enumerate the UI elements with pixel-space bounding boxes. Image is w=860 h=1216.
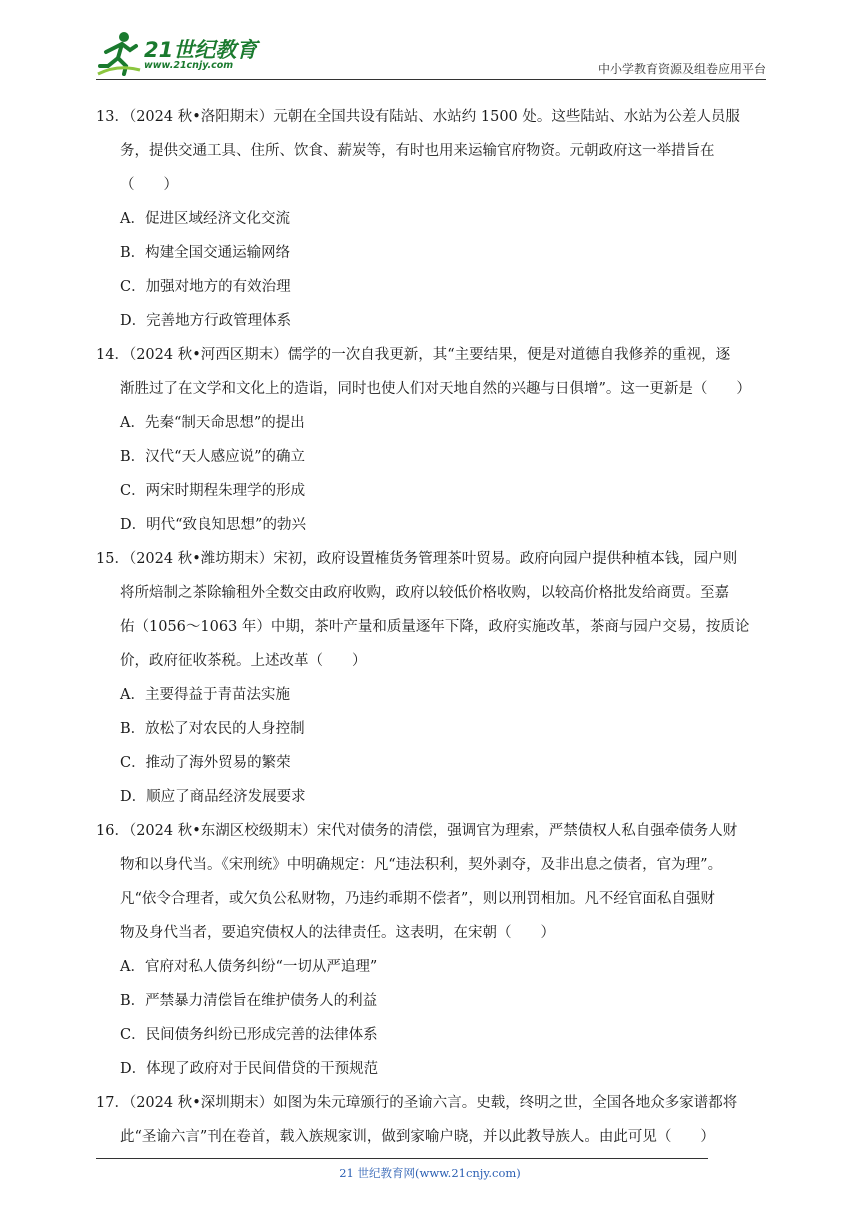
question-stem-line: 佑（1056～1063 年）中期，茶叶产量和质量逐年下降，政府实施改革，茶商与园户交易，按质论 [120, 619, 750, 635]
question-stem-line: 此“圣谕六言”刊在卷首，载入族规家训，做到家喻户晓，并以此教导族人。由此可见（ ） [120, 1129, 715, 1145]
option-d: D．明代“致良知思想”的勃兴 [120, 517, 306, 533]
option-c: C．推动了海外贸易的繁荣 [120, 755, 291, 771]
question-stem-line: 15．（2024 秋•潍坊期末）宋初，政府设置榷货务管理茶叶贸易。政府向园户提供种植本钱，园户则 [96, 551, 738, 567]
option-d: D．顺应了商品经济发展要求 [120, 789, 306, 805]
footer-link[interactable]: 21 世纪教育网(www.21cnjy.com) [339, 1166, 521, 1180]
option-c: C．民间债务纠纷已形成完善的法律体系 [120, 1027, 378, 1043]
question-list [96, 100, 768, 1154]
footer-divider [96, 1158, 708, 1159]
site-logo[interactable] [96, 30, 276, 76]
question-stem-line: 务，提供交通工具、住所、饮食、薪炭等，有时也用来运输官府物资。元朝政府这一举措旨在 [120, 143, 715, 159]
option-a: A．主要得益于青苗法实施 [120, 687, 290, 703]
question-stem-line: 物及身代当者，要追究债权人的法律责任。这表明，在宋朝（ ） [120, 925, 555, 941]
question-stem-line: 16．（2024 秋•东湖区校级期末）宋代对债务的清偿，强调官为理索，严禁债权人私自强牵债务人财 [96, 823, 738, 839]
page-header [96, 30, 766, 80]
logo-url: www.21cnjy.com [144, 60, 234, 71]
question-stem-line: 凡“依令合理者，或欠负公私财物，乃违约乖期不偿者”，则以刑罚相加。凡不经官面私自强财 [120, 891, 715, 907]
question-stem-line: 17．（2024 秋•深圳期末）如图为朱元璋颁行的圣谕六言。史载，终明之世，全国各地众多家谱都将 [96, 1095, 738, 1111]
option-a: A．先秦“制天命思想”的提出 [120, 415, 305, 431]
option-d: D．体现了政府对于民间借贷的干预规范 [120, 1061, 379, 1077]
header-divider [96, 79, 766, 80]
question-16 [96, 814, 768, 1086]
question-15 [96, 542, 768, 814]
option-a: A．促进区域经济文化交流 [120, 211, 290, 227]
question-13 [96, 100, 768, 338]
question-stem-line: 渐胜过了在文学和文化上的造诣，同时也使人们对天地自然的兴趣与日俱增”。这一更新是（ ） [120, 381, 751, 397]
option-d: D．完善地方行政管理体系 [120, 313, 292, 329]
option-b: B．汉代“天人感应说”的确立 [120, 449, 305, 465]
question-stem-line: 14．（2024 秋•河西区期末）儒学的一次自我更新，其“主要结果，便是对道德自我修养的重视，逐 [96, 347, 731, 363]
question-stem-line: 价，政府征收茶税。上述改革（ ） [120, 653, 367, 669]
question-stem-line: 13．（2024 秋•洛阳期末）元朝在全国共设有陆站、水站约 1500 处。这些陆站、水站为公差人员服 [96, 109, 740, 125]
option-b: B．构建全国交通运输网络 [120, 245, 291, 261]
option-a: A．官府对私人债务纠纷“一切从严追理” [120, 959, 378, 975]
option-c: C．两宋时期程朱理学的形成 [120, 483, 306, 499]
question-14 [96, 338, 768, 542]
question-stem-line: 将所焙制之茶除输租外全数交由政府收购，政府以较低价格收购，以较高价格批发给商贾。至嘉 [120, 585, 729, 601]
runner-logo-icon [96, 30, 142, 76]
option-c: C．加强对地方的有效治理 [120, 279, 291, 295]
question-17 [96, 1086, 768, 1154]
answer-blank: （ ） [120, 177, 178, 193]
logo-text: 21世纪教育 [144, 38, 258, 62]
header-platform-title: 中小学教育资源及组卷应用平台 [597, 62, 766, 76]
option-b: B．严禁暴力清偿旨在维护债务人的利益 [120, 993, 378, 1009]
question-stem-line: 物和以身代当。《宋刑统》中明确规定：凡“违法积利，契外剥夺，及非出息之债者，官为理”。 [120, 857, 723, 873]
option-b: B．放松了对农民的人身控制 [120, 721, 305, 737]
